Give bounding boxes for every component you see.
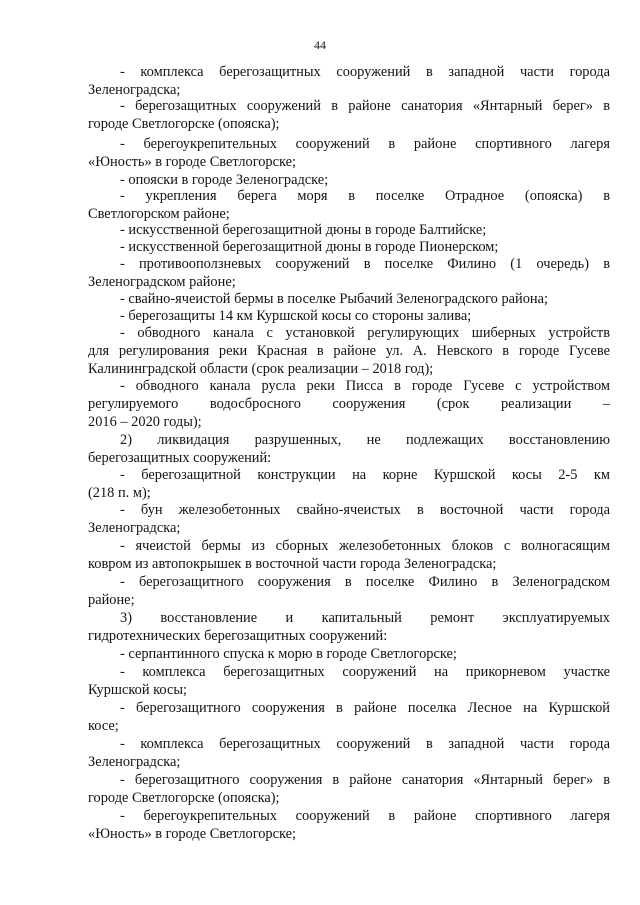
text-line: «Юность» в городе Светлогорске; <box>88 154 297 170</box>
text-line: Калининградской области (срок реализации – 2018 год); <box>88 361 434 377</box>
text-line: 2016 – 2020 годы); <box>88 414 202 430</box>
text-line: - берегоукрепительных сооружений в районе спортивного лагеря <box>120 136 610 152</box>
page-number: 44 <box>314 38 326 52</box>
text-line: - берегозащитного сооружения в районе поселка Лесное на Куршской <box>120 700 610 716</box>
text-line: берегозащитных сооружений: <box>88 450 272 466</box>
text-line: районе; <box>88 592 135 608</box>
text-line: - искусственной берегозащитной дюны в городе Балтийске; <box>120 222 487 238</box>
text-line: для регулирования реки Красная в районе ул. А. Невского в городе Гусеве <box>88 343 610 359</box>
text-line: Зеленоградска; <box>88 82 181 98</box>
text-line: Зеленоградска; <box>88 520 181 536</box>
text-line: - берегозащитной конструкции на корне Куршской косы 2-5 км <box>120 467 610 483</box>
text-line: - искусственной берегозащитной дюны в городе Пионерском; <box>120 239 499 255</box>
text-line: - обводного канала русла реки Писса в городе Гусеве с устройством <box>120 378 610 394</box>
text-line: - серпантинного спуска к морю в городе Светлогорске; <box>120 646 457 662</box>
text-line: (218 п. м); <box>88 485 151 501</box>
text-line: Светлогорском районе; <box>88 206 230 222</box>
text-line: - комплекса берегозащитных сооружений в западной части города <box>120 736 610 752</box>
text-line: - бун железобетонных свайно-ячеистых в восточной части города <box>120 502 610 518</box>
text-line: - берегозащитных сооружений в районе санатория «Янтарный берег» в <box>120 98 610 114</box>
text-line: Зеленоградском районе; <box>88 274 236 290</box>
text-line: Зеленоградска; <box>88 754 181 770</box>
text-line: - берегоукрепительных сооружений в районе спортивного лагеря <box>120 808 610 824</box>
text-line: - комплекса берегозащитных сооружений на прикорневом участке <box>120 664 610 680</box>
text-line: - свайно-ячеистой бермы в поселке Рыбачий Зеленоградского района; <box>120 291 549 307</box>
text-line: - опояски в городе Зеленоградске; <box>120 172 329 188</box>
text-line: гидротехнических берегозащитных сооружений: <box>88 628 388 644</box>
text-line: - берегозащитного сооружения в поселке Филино в Зеленоградском <box>120 574 610 590</box>
text-line: 2) ликвидация разрушенных, не подлежащих восстановлению <box>120 432 610 448</box>
text-line: городе Светлогорске (опояска); <box>88 790 280 806</box>
text-line: - берегозащитного сооружения в районе санатория «Янтарный берег» в <box>120 772 610 788</box>
text-line: - комплекса берегозащитных сооружений в западной части города <box>120 64 610 80</box>
text-line: регулируемого водосбросного сооружения (срок реализации – <box>88 396 610 412</box>
text-line: - берегозащиты 14 км Куршской косы со стороны залива; <box>120 308 472 324</box>
text-line: ковром из автопокрышек в восточной части города Зеленоградска; <box>88 556 497 572</box>
text-line: 3) восстановление и капитальный ремонт эксплуатируемых <box>120 610 610 626</box>
text-line: «Юность» в городе Светлогорске; <box>88 826 297 842</box>
text-line: - противооползневых сооружений в поселке Филино (1 очередь) в <box>120 256 610 272</box>
text-line: косе; <box>88 718 119 734</box>
text-line: - обводного канала с установкой регулирующих шиберных устройств <box>120 325 610 341</box>
text-line: Куршской косы; <box>88 682 187 698</box>
text-line: - ячеистой бермы из сборных железобетонных блоков с волногасящим <box>120 538 610 554</box>
text-line: - укрепления берега моря в поселке Отрадное (опояска) в <box>120 188 610 204</box>
text-line: городе Светлогорске (опояска); <box>88 116 280 132</box>
